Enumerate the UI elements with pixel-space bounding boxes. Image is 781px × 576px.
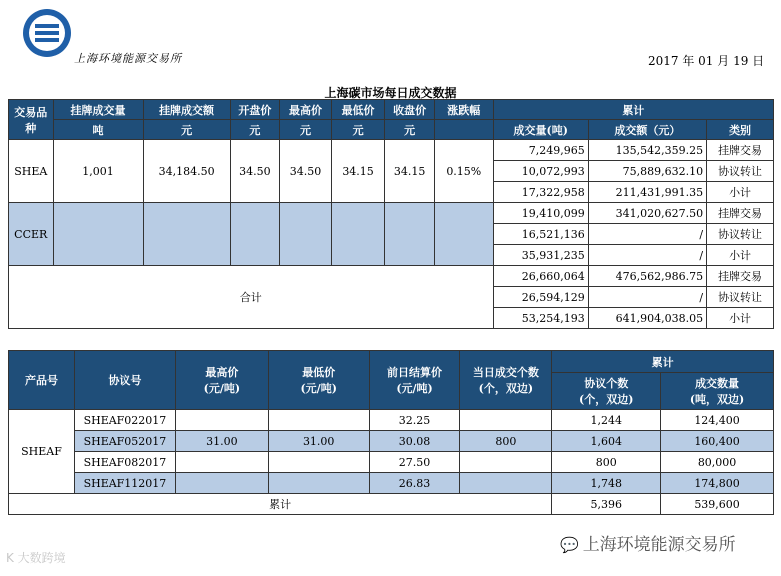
cum-volume-cell: 19,410,099	[493, 203, 588, 224]
close-cell: 34.15	[385, 140, 435, 203]
product-cell: SHEAF	[9, 410, 75, 494]
cum-amount-cell: 211,431,991.35	[588, 182, 706, 203]
product-cell: SHEA	[9, 140, 54, 203]
type-cell: 挂牌交易	[707, 140, 774, 161]
cum-count-cell: 800	[552, 452, 661, 473]
cum-amount-cell: /	[588, 287, 706, 308]
table-row	[9, 473, 774, 494]
table-row	[9, 431, 774, 452]
unit-change	[434, 120, 493, 140]
header-high: 最高价 (元/吨)	[175, 351, 268, 410]
contract-cell: SHEAF112017	[74, 473, 175, 494]
daily-trading-table	[8, 99, 774, 329]
header-product-no: 产品号	[9, 351, 75, 410]
cum-volume-cell: 17,322,958	[493, 182, 588, 203]
cum-amount-cell: 476,562,986.75	[588, 266, 706, 287]
cum-volume-cell: 7,249,965	[493, 140, 588, 161]
header-prev-settle: 前日结算价 (元/吨)	[369, 351, 460, 410]
cum-count-cell: 1,244	[552, 410, 661, 431]
cum-volume-cell: 35,931,235	[493, 245, 588, 266]
total-label: 合计	[9, 266, 494, 329]
cum-amount-cell: 641,904,038.05	[588, 308, 706, 329]
logo-text: 上海环境能源交易所	[74, 52, 182, 65]
total-label: 累计	[9, 494, 552, 515]
header-cum-volume: 成交量(吨)	[493, 120, 588, 140]
change-cell: 0.15%	[434, 140, 493, 203]
cum-amount-cell: 75,889,632.10	[588, 161, 706, 182]
forward-contract-table	[8, 350, 774, 515]
exchange-logo-icon	[22, 8, 72, 58]
high-cell: 34.50	[280, 140, 332, 203]
cum-volume-cell: 16,521,136	[493, 224, 588, 245]
table-row	[9, 452, 774, 473]
table-row	[9, 266, 774, 287]
total-qty-cell: 539,600	[661, 494, 774, 515]
header-low: 最低价	[331, 100, 385, 120]
header-cum-amount: 成交额（元）	[588, 120, 706, 140]
cum-amount-cell: /	[588, 224, 706, 245]
cum-amount-cell: 341,020,627.50	[588, 203, 706, 224]
header-listed-amount: 挂牌成交额	[143, 100, 230, 120]
cum-qty-cell: 160,400	[661, 431, 774, 452]
low-cell: 34.15	[331, 140, 385, 203]
table-row	[9, 494, 774, 515]
unit-open: 元	[230, 120, 280, 140]
cum-volume-cell: 26,660,064	[493, 266, 588, 287]
table-row	[9, 203, 774, 224]
contract-cell: SHEAF082017	[74, 452, 175, 473]
report-date: 2017 年 01 月 19 日	[648, 54, 765, 68]
type-cell: 协议转让	[707, 161, 774, 182]
watermark-right: 💬 上海环境能源交易所	[560, 535, 736, 555]
header-change: 涨跌幅	[434, 100, 493, 120]
type-cell: 小计	[707, 182, 774, 203]
cum-qty-cell: 124,400	[661, 410, 774, 431]
header-cumulative: 累计	[552, 351, 774, 373]
day-count-cell: 800	[460, 431, 552, 452]
cum-amount-cell: /	[588, 245, 706, 266]
header-contract-no: 协议号	[74, 351, 175, 410]
type-cell: 挂牌交易	[707, 266, 774, 287]
total-count-cell: 5,396	[552, 494, 661, 515]
header-day-count: 当日成交个数 (个，双边)	[460, 351, 552, 410]
cum-volume-cell: 26,594,129	[493, 287, 588, 308]
cum-count-cell: 1,604	[552, 431, 661, 452]
unit-volume: 吨	[53, 120, 143, 140]
header-product: 交易品种	[9, 100, 54, 140]
cum-volume-cell: 10,072,993	[493, 161, 588, 182]
header-type: 类别	[707, 120, 774, 140]
header-cum-qty: 成交数量 (吨，双边)	[661, 373, 774, 410]
listed-amount-cell: 34,184.50	[143, 140, 230, 203]
header-close: 收盘价	[385, 100, 435, 120]
header-low: 最低价 (元/吨)	[268, 351, 369, 410]
cum-amount-cell: 135,542,359.25	[588, 140, 706, 161]
cum-count-cell: 1,748	[552, 473, 661, 494]
low-cell: 31.00	[268, 431, 369, 452]
unit-close: 元	[385, 120, 435, 140]
prev-settle-cell: 27.50	[369, 452, 460, 473]
unit-low: 元	[331, 120, 385, 140]
header-cumulative: 累计	[493, 100, 773, 120]
open-cell: 34.50	[230, 140, 280, 203]
unit-high: 元	[280, 120, 332, 140]
unit-amount: 元	[143, 120, 230, 140]
table-row	[9, 410, 774, 431]
type-cell: 小计	[707, 308, 774, 329]
type-cell: 小计	[707, 245, 774, 266]
type-cell: 挂牌交易	[707, 203, 774, 224]
contract-cell: SHEAF052017	[74, 431, 175, 452]
prev-settle-cell: 26.83	[369, 473, 460, 494]
cum-qty-cell: 80,000	[661, 452, 774, 473]
contract-cell: SHEAF022017	[74, 410, 175, 431]
cum-qty-cell: 174,800	[661, 473, 774, 494]
header-high: 最高价	[280, 100, 332, 120]
cum-volume-cell: 53,254,193	[493, 308, 588, 329]
type-cell: 协议转让	[707, 224, 774, 245]
header-cum-count: 协议个数 (个，双边)	[552, 373, 661, 410]
header-open: 开盘价	[230, 100, 280, 120]
header-listed-volume: 挂牌成交量	[53, 100, 143, 120]
listed-volume-cell: 1,001	[53, 140, 143, 203]
page-title: 上海碳市场每日成交数据	[324, 86, 457, 100]
prev-settle-cell: 30.08	[369, 431, 460, 452]
table-row	[9, 140, 774, 161]
high-cell: 31.00	[175, 431, 268, 452]
watermark-left: K 大数跨境	[6, 551, 66, 565]
prev-settle-cell: 32.25	[369, 410, 460, 431]
wechat-icon: 💬	[560, 536, 579, 554]
type-cell: 协议转让	[707, 287, 774, 308]
product-cell: CCER	[9, 203, 54, 266]
